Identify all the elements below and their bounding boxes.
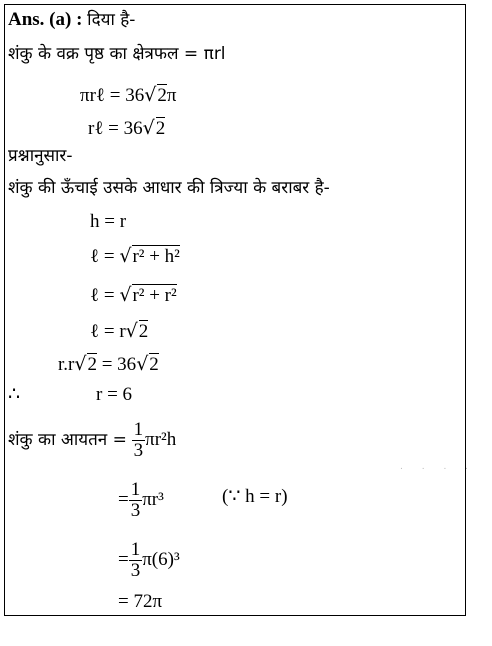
equation-6: ℓ = r√2 <box>90 320 149 342</box>
eq2-radicand: 2 <box>155 118 166 139</box>
curved-surface-text: शंकु के वक्र पृष्ठ का क्षेत्रफल = πrl <box>8 44 226 64</box>
according-to-question: प्रश्नानुसार- <box>8 146 73 166</box>
eq5-radicand: r² + r² <box>132 285 177 306</box>
equation-4: ℓ = √r² + h² <box>90 245 180 267</box>
volume-step-2: = $\frac{1}{3}$ πr³ <box>118 479 164 521</box>
fraction-one-third: $\frac{1}{3}$ <box>130 479 141 521</box>
fraction-one-third: $\frac{1}{3}$ <box>130 539 141 581</box>
therefore-symbol: ∴ <box>8 384 21 405</box>
given-text: दिया है- <box>87 10 136 30</box>
equation-1: πrℓ = 36√2π <box>80 84 177 106</box>
eq1-right: π <box>166 85 177 106</box>
volume-label: शंकु का आयतन = <box>8 429 127 450</box>
eq1-radicand: 2 <box>157 85 167 106</box>
eq6-left: ℓ = r <box>90 321 126 342</box>
volume-tail-2: πr³ <box>142 488 164 510</box>
equation-7: r.r√2 = 36√2 <box>58 353 159 375</box>
eq4-radicand: r² + h² <box>132 246 180 267</box>
eq1-left: πrℓ = 36 <box>80 85 145 106</box>
eq7-radicand-2: 2 <box>149 354 159 375</box>
volume-step-3: = $\frac{1}{3}$ π(6)³ <box>118 539 180 581</box>
eq2-left: rℓ = 36 <box>88 118 143 139</box>
final-answer: = 72π <box>118 591 163 612</box>
volume-tail-3: π(6)³ <box>142 548 180 570</box>
equation-8: r = 6 <box>96 384 133 405</box>
eq7-radicand-1: 2 <box>87 354 97 375</box>
answer-box <box>4 4 466 616</box>
volume-tail-1: πr²h <box>145 428 177 450</box>
scan-artifact: . . . . <box>400 462 477 472</box>
equation-3: h = r <box>90 211 127 232</box>
equation-2: rℓ = 36√2 <box>88 117 166 139</box>
eq5-left: ℓ = <box>90 285 120 306</box>
volume-line <box>8 420 176 461</box>
equation-5: ℓ = √r² + r² <box>90 284 177 306</box>
condition-text: शंकु की ऊँचाई उसके आधार की त्रिज्या के बराबर है- <box>8 178 330 198</box>
because-note: (∵ h = r) <box>222 486 288 507</box>
answer-line <box>8 10 135 29</box>
eq6-radicand: 2 <box>138 321 149 342</box>
eq7-mid: = 36 <box>96 354 137 375</box>
fraction-one-third: $\frac{1}{3}$ <box>133 419 144 461</box>
answer-label: Ans. (a) : <box>8 9 83 30</box>
eq4-left: ℓ = <box>90 246 120 267</box>
eq7-left: r.r <box>58 354 75 375</box>
